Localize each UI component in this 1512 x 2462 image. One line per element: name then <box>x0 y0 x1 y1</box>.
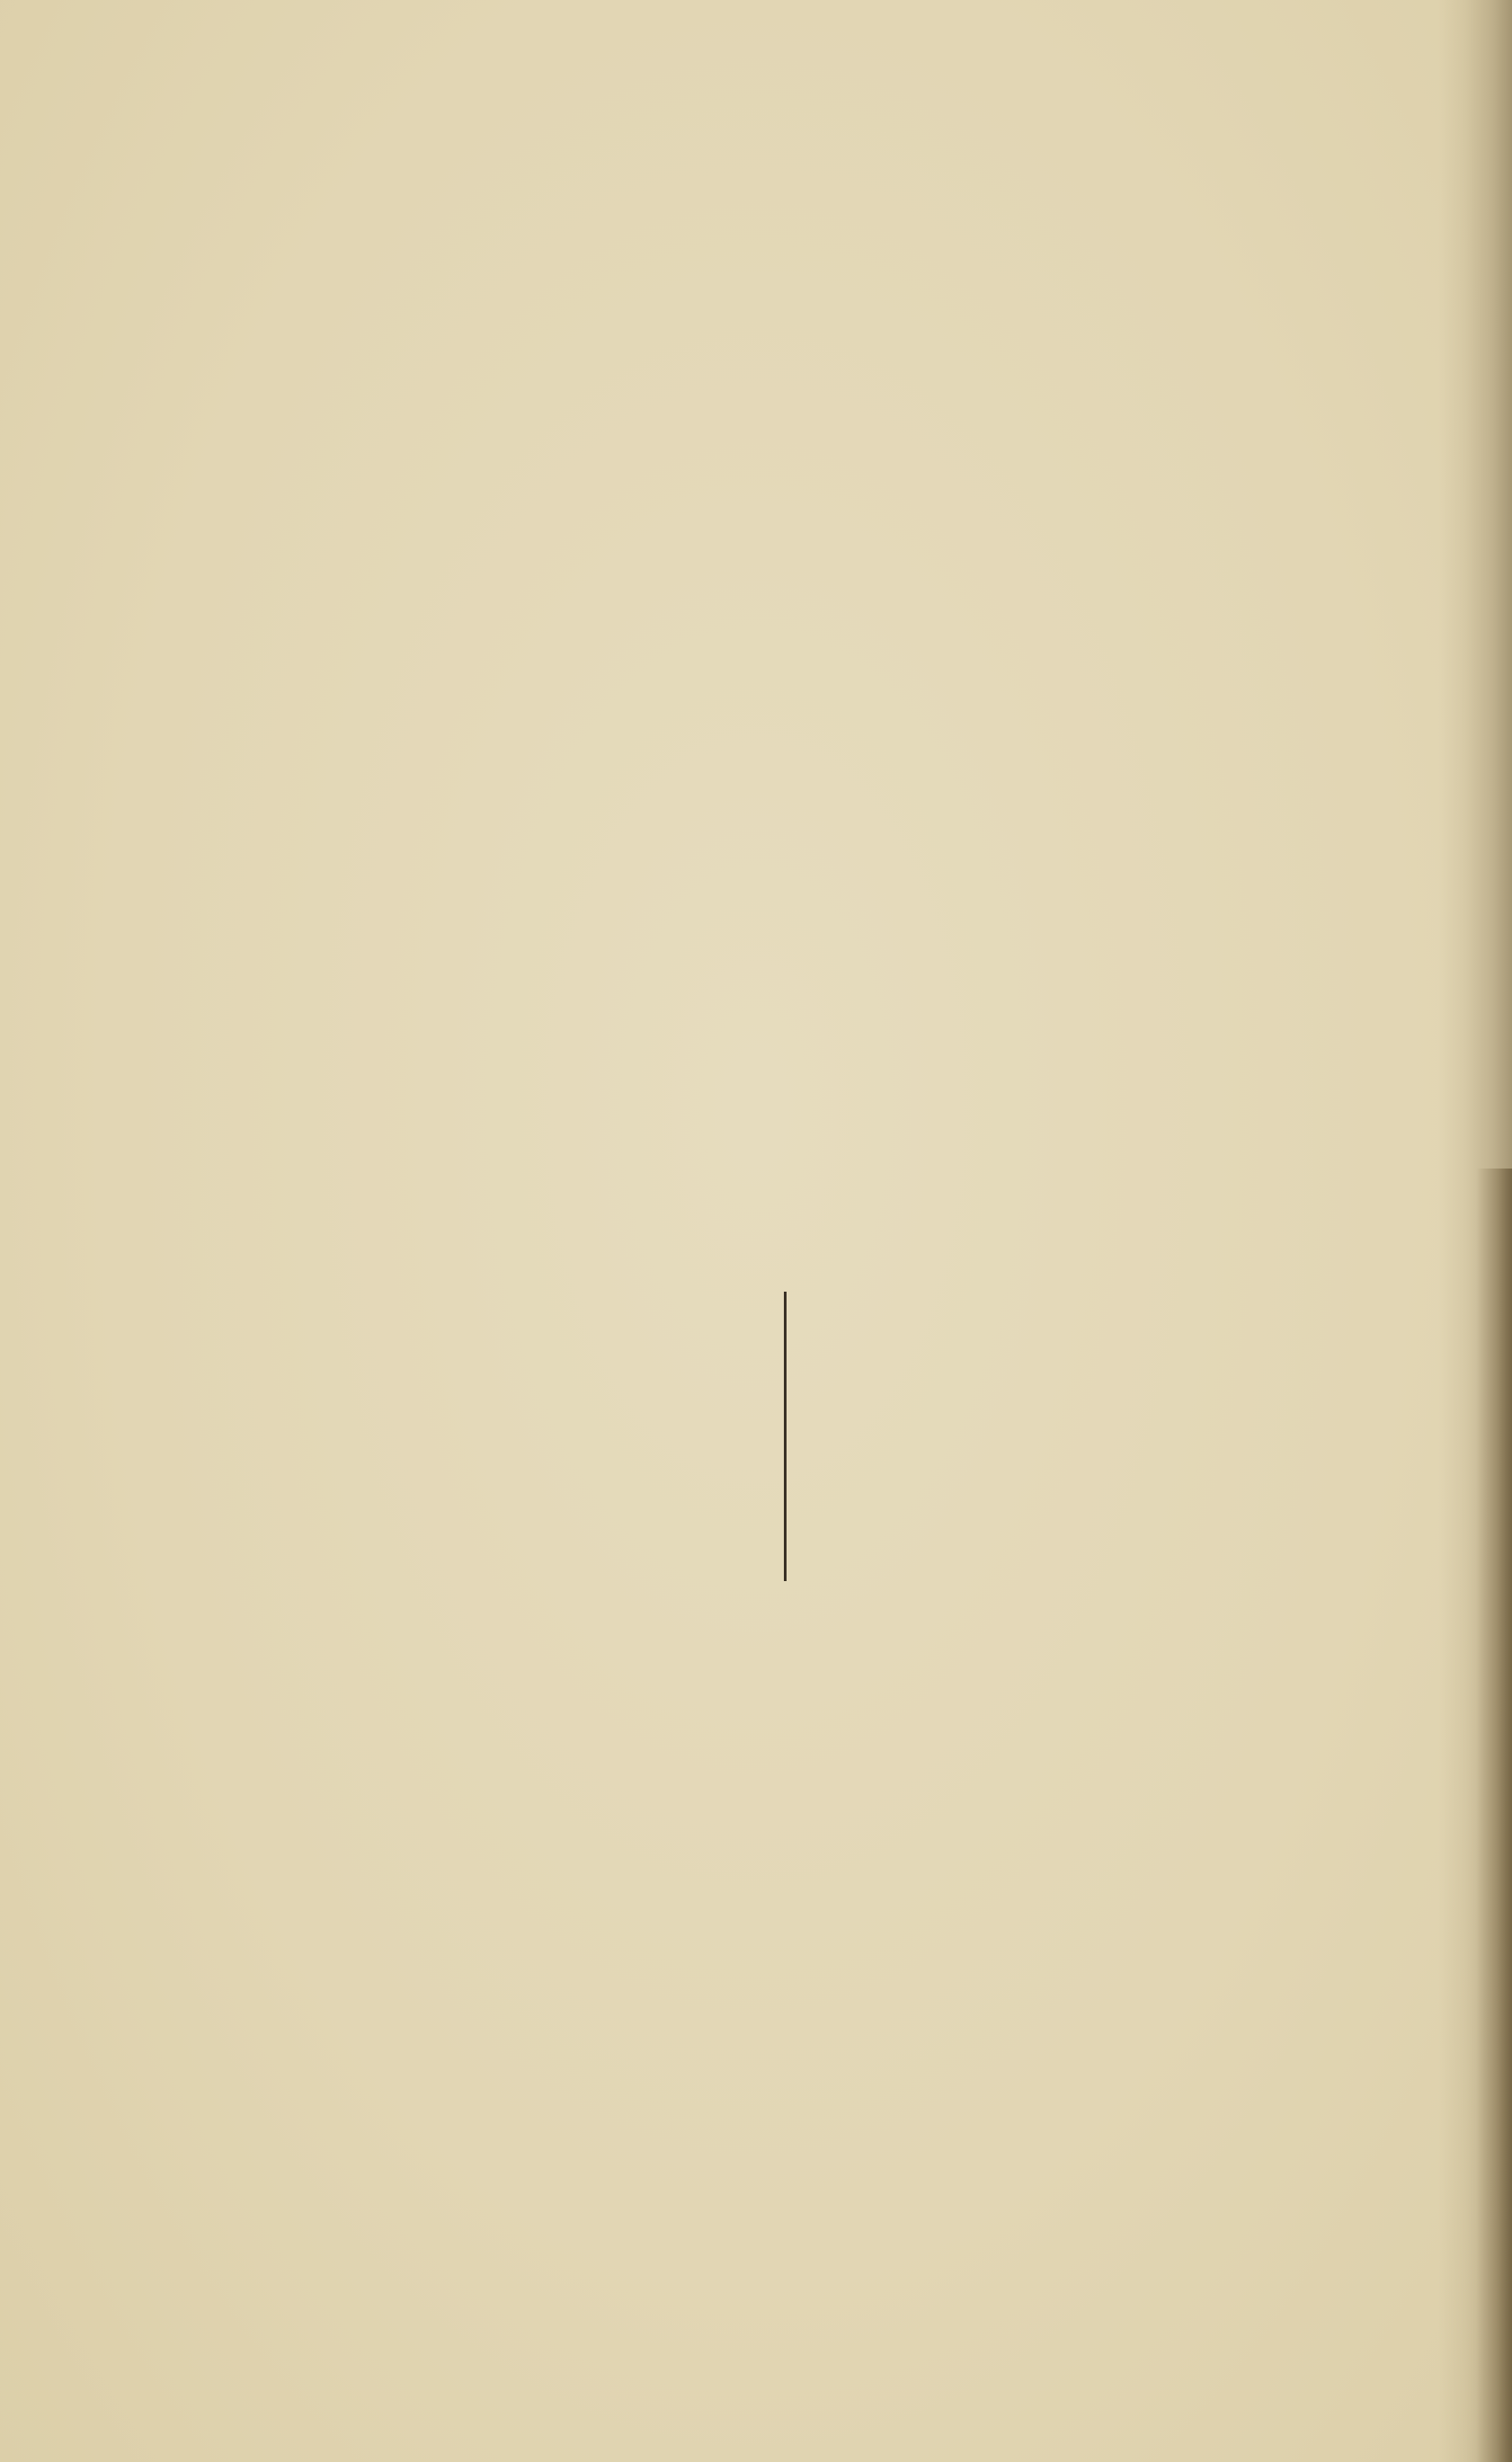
table-column-divider <box>784 1292 787 1581</box>
running-head <box>0 0 1512 189</box>
gutter-shadow <box>1476 1169 1512 2462</box>
